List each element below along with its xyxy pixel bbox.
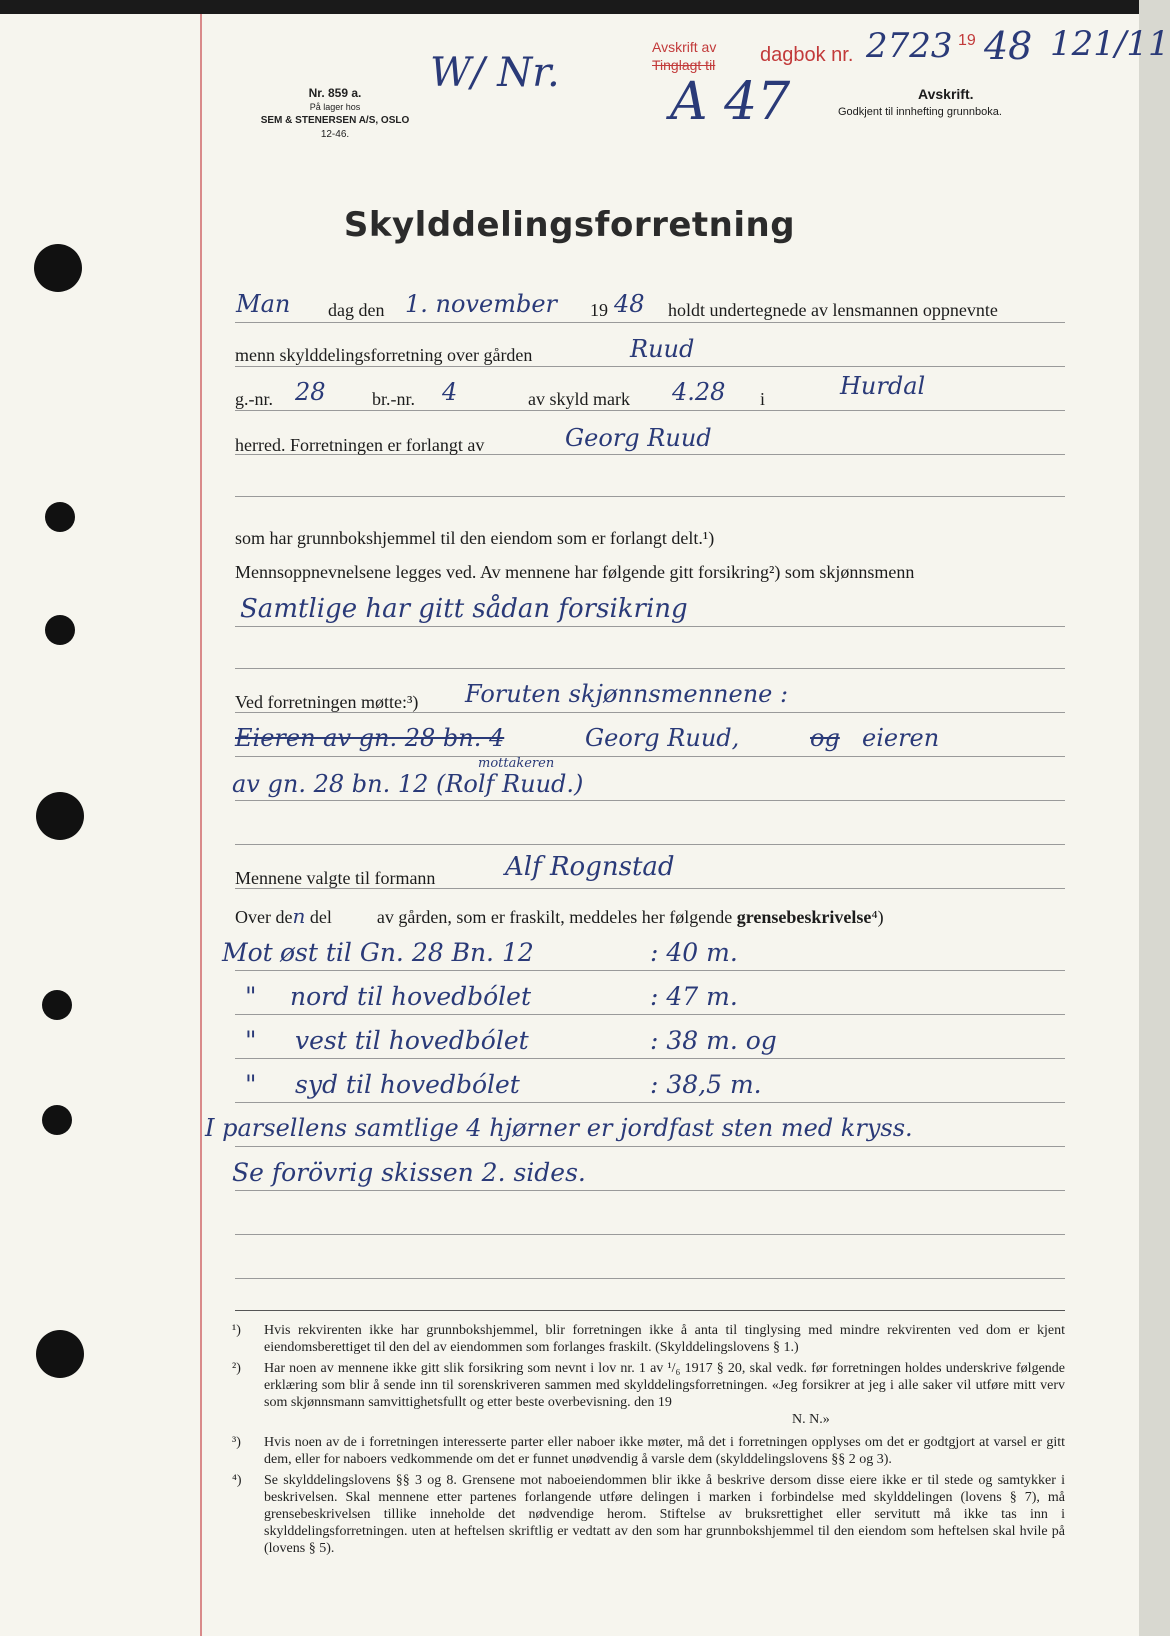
line4-text: herred. Forretningen er forlangt av [235, 435, 485, 455]
hw-grense-n: n [292, 904, 306, 928]
punch-hole [45, 502, 75, 532]
publisher-sold-at: På lager hos [309, 102, 361, 112]
boundary-prefix: " [245, 982, 257, 1011]
hw-date: 1. november [405, 290, 557, 318]
avskrift-note: Godkjent til innhefting grunnboka. [838, 106, 1002, 118]
boundary-direction: nord til hovedbólet [290, 982, 532, 1011]
label-skyld: av skyld mark [528, 389, 630, 409]
hw-brnr: 4 [442, 378, 458, 406]
handwritten-initials: W/ Nr. [430, 50, 560, 96]
hw-man: Man [236, 290, 291, 318]
footnote-separator [235, 1310, 1065, 1311]
punch-hole [42, 1105, 72, 1135]
footnote-text: Har noen av mennene ikke gitt slik forsikring som nevnt i lov nr. 1 av ¹/₆ 1917 § 20, skal vedk. før forretningen holdes underskrive følgende erklæring som blir å sende inn til sorenskriveren sammen med skylddelingsforretningen. «Jeg forsikrer at jeg i alle saker vil utføre mitt verv som skjønnsmann samvittighetsfullt og etter beste overbevisning. den 19 [264, 1361, 1065, 1410]
stamp-line1: Avskrift av [652, 39, 717, 55]
stamp-year: 48 [984, 24, 1033, 68]
hw-attendees-line2: av gn. 28 bn. 12 (Rolf Ruud.) [232, 770, 584, 798]
label-mote: Ved forretningen møtte:³) [235, 692, 419, 712]
boundary-prefix: Mot [222, 938, 273, 967]
avskrift-label: Avskrift. [918, 86, 974, 102]
punch-hole [34, 244, 82, 292]
footnote [232, 1322, 1065, 1356]
stamp-label [652, 38, 716, 74]
rule-line [235, 496, 1065, 497]
scan-top-edge [0, 0, 1139, 14]
dagbok-number: 2723 [866, 26, 953, 66]
publisher-company: SEM & STENERSEN A/S, OSLO [260, 115, 410, 126]
stamp-dagbok-label: dagbok nr. [760, 44, 854, 66]
rule-line [235, 322, 1065, 323]
hw-attendees-struck2: og [810, 724, 840, 752]
footnote-mark: ²) [232, 1361, 241, 1376]
rule-line [235, 1278, 1065, 1279]
footnote [232, 1434, 1065, 1468]
label-formann: Mennene valgte til formann [235, 868, 436, 888]
archive-mark: A 47 [670, 72, 791, 132]
form-number: Nr. 859 a. [308, 86, 362, 100]
rule-line [235, 668, 1065, 669]
hw-attendees-struck: Eieren av gn. 28 bn. 4 [235, 724, 505, 752]
hw-attendees-end: eieren [862, 724, 940, 752]
stamp-year-prefix: 19 [958, 32, 976, 49]
hw-formann: Alf Rognstad [505, 852, 675, 882]
rule-line [235, 800, 1065, 801]
footnote-text: Se skylddelingslovens §§ 3 og 8. Grensene mot naboeiendommen blir ikke å beskrive dersom disse eiere ikke er til stede og samtykker i beskrivelsen. Skal mennene etter partenes forlangende utføre delingen i marken i forbindelse med skylddelingen (lovens § 7), må grensebeskrivelsen tillike inneholde det nødvendige herom. Stiftelse av bruksrettighet eller servitutt må ikke tas inn i skylddelingsforretningen. uten at heftelsen skriftlig er vedtatt av den som har grunnbokshjemmel til den eiendom som heftelsen skal hvile på (lovens § 5). [264, 1473, 1065, 1556]
grense-prefix: Over de [235, 907, 293, 927]
publisher-info [245, 86, 425, 142]
boundary-value: : 47 m. [650, 982, 738, 1011]
hw-gnr: 28 [295, 378, 326, 406]
stamp-ref: 121/11 [1050, 24, 1170, 64]
footnote-signature: N. N.» [792, 1412, 830, 1427]
boundary-direction: syd til hovedbólet [295, 1070, 520, 1099]
label-i: i [760, 389, 766, 409]
punch-hole [36, 1330, 84, 1378]
grense-sup: ⁴) [871, 907, 884, 927]
label-year-prefix: 19 [590, 300, 608, 320]
footnote-text: Hvis noen av de i forretningen interesserte parter eller naboer ikke møter, må det i forretningen opplyses om det er godtgjort at varsel er gitt dem, eller for naboers vedkommende om det er funnet unødvendig å varsle dem (skylddelingslovens §§ 2 og 3). [264, 1435, 1065, 1467]
boundary-value: : 38 m. og [650, 1026, 777, 1055]
line6-text: Mennsoppnevnelsene legges ved. Av mennene har følgende gitt forsikring²) som skjønnsmenn [235, 562, 915, 582]
line2-text: menn skylddelingsforretning over gården [235, 345, 533, 365]
rule-line [235, 1234, 1065, 1235]
hw-attendees-name: Georg Ruud, [585, 724, 740, 752]
footnote-mark: ³) [232, 1435, 241, 1450]
footnote-text: Hvis rekvirenten ikke har grunnbokshjemmel, blir forretningen ikke å anta til tinglysing med mindre rekvirenten ved dom er kjent eiendomsberettiget til den del av eiendommen som forlanges fraskilt. (Skylddelingslovens § 1.) [264, 1323, 1065, 1355]
margin-line [200, 14, 202, 1636]
rule-line [235, 1190, 1065, 1191]
footnote [232, 1472, 1065, 1557]
rule-line [235, 626, 1065, 627]
hw-year: 48 [614, 290, 645, 318]
document-title: Skylddelingsforretning [343, 205, 796, 245]
rule-line [235, 1146, 1065, 1147]
rule-line [235, 1014, 1065, 1015]
rule-line [235, 410, 1065, 411]
publisher-date: 12-46. [320, 129, 350, 140]
footnote [232, 1360, 1065, 1411]
boundary-direction: øst til Gn. 28 Bn. 12 [280, 938, 534, 967]
punch-hole [42, 990, 72, 1020]
line1-rest: holdt undertegnede av lensmannen oppnevnte [668, 300, 998, 320]
rule-line [235, 756, 1065, 757]
hw-note2: Se forövrig skissen 2. sides. [232, 1158, 586, 1187]
hw-forsikring: Samtlige har gitt sådan forsikring [240, 594, 688, 624]
grense-mid: del av gården, som er fraskilt, meddeles her følgende [309, 907, 733, 927]
boundary-value: : 38,5 m. [650, 1070, 762, 1099]
label-dag-den: dag den [328, 300, 385, 320]
rule-line [235, 1058, 1065, 1059]
footnote-mark: ¹) [232, 1323, 241, 1338]
hw-herred: Hurdal [840, 372, 926, 400]
footnote-mark: ⁴) [232, 1473, 242, 1488]
line5-text: som har grunnbokshjemmel til den eiendom som er forlangt delt.¹) [235, 528, 715, 548]
grense-bold: grensebeskrivelse [736, 907, 872, 927]
hw-insert: mottakeren [478, 756, 555, 771]
stamp-line2: Tinglagt til [652, 57, 716, 73]
hw-note1: I parsellens samtlige 4 hjørner er jordfast sten med kryss. [205, 1114, 913, 1142]
hw-skyld: 4.28 [672, 378, 726, 406]
punch-hole [45, 615, 75, 645]
footnotes [232, 1322, 1065, 1557]
hw-requester: Georg Ruud [565, 424, 712, 452]
boundary-value: : 40 m. [650, 938, 738, 967]
rule-line [235, 1102, 1065, 1103]
hw-farm: Ruud [630, 335, 695, 363]
boundary-direction: vest til hovedbólet [295, 1026, 529, 1055]
boundary-prefix: " [245, 1026, 257, 1055]
label-brnr: br.-nr. [372, 389, 415, 409]
punch-hole [36, 792, 84, 840]
rule-line [235, 844, 1065, 845]
boundary-prefix: " [245, 1070, 257, 1099]
rule-line [235, 366, 1065, 367]
hw-mote: Foruten skjønnsmennene : [465, 680, 789, 708]
rule-line [235, 970, 1065, 971]
label-gnr: g.-nr. [235, 389, 273, 409]
grense-line [235, 904, 884, 928]
